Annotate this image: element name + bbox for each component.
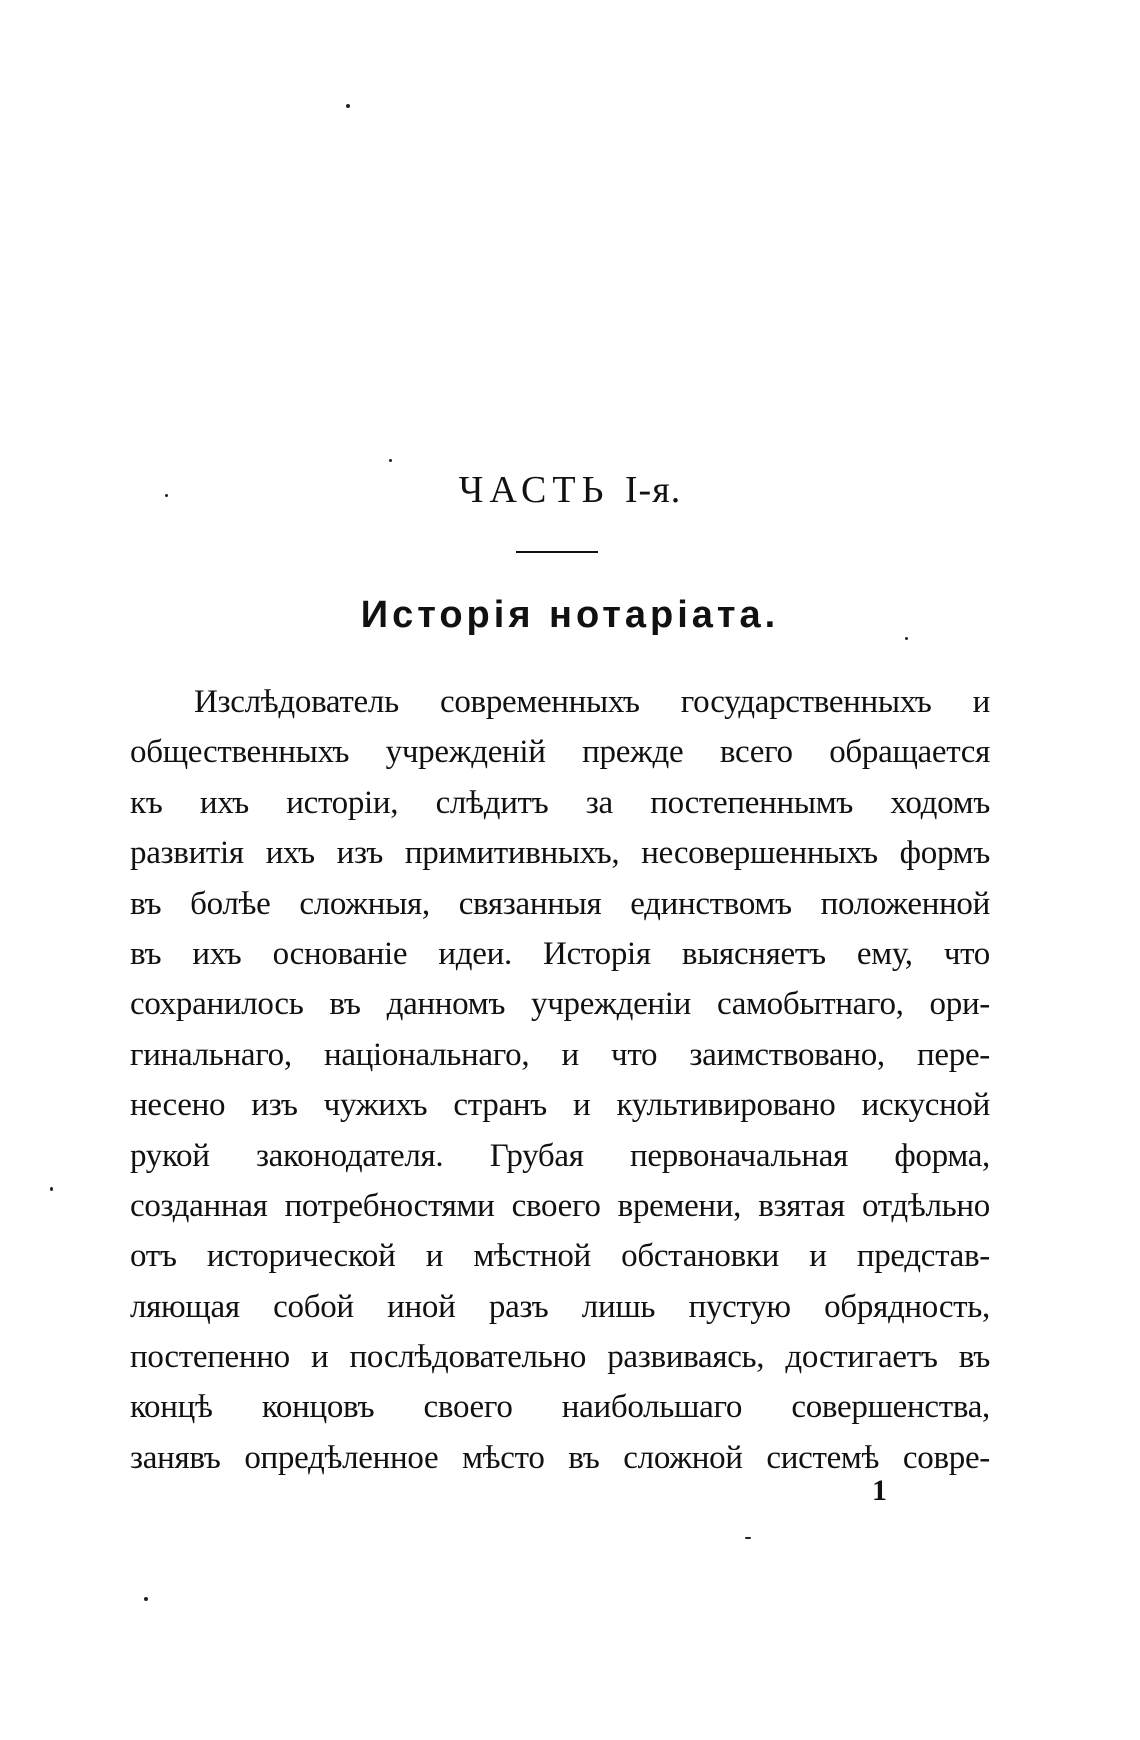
scan-speck [346, 104, 350, 108]
text-line: занявъ опредѣленное мѣсто въ сложной системѣ совре- [130, 1439, 990, 1476]
body-paragraph [130, 677, 990, 1483]
text-line: общественныхъ учрежденій прежде всего обращается [130, 734, 990, 771]
section-title: Исторія нотаріата. [360, 594, 780, 636]
heading-divider [516, 551, 598, 553]
text-line: сохранилось въ данномъ учрежденіи самобытнаго, ори- [130, 986, 990, 1023]
text-line: въ ихъ основаніе идеи. Исторія выясняетъ ему, что [130, 935, 990, 972]
scan-speck [905, 637, 908, 640]
text-line: къ ихъ исторіи, слѣдитъ за постепеннымъ ходомъ [130, 784, 990, 821]
text-line: постепенно и послѣдовательно развиваясь, достигаетъ въ [130, 1339, 990, 1376]
text-line: несено изъ чужихъ странъ и культивировано искусной [130, 1087, 990, 1124]
text-line: рукой законодателя. Грубая первоначальная форма, [130, 1137, 990, 1174]
text-line: Изслѣдователь современныхъ государственныхъ и [194, 684, 990, 720]
scan-speck [144, 1597, 148, 1601]
text-line: развитія ихъ изъ примитивныхъ, несовершенныхъ формъ [130, 835, 990, 872]
page-number: 1 [872, 1474, 887, 1507]
part-label: ЧАСТЬ [458, 469, 610, 511]
scan-speck [745, 1537, 751, 1539]
text-line: концѣ концовъ своего наибольшаго совершенства, [130, 1389, 990, 1426]
part-number: I-я. [624, 469, 682, 511]
text-line: гинальнаго, національнаго, и что заимствовано, пере- [130, 1036, 990, 1073]
text-line: ляющая собой иной разъ лишь пустую обрядность, [130, 1288, 990, 1325]
text-line: созданная потребностями своего времени, взятая отдѣльно [130, 1187, 990, 1224]
scan-speck [165, 494, 168, 497]
scan-speck [389, 459, 392, 462]
scan-speck [50, 1187, 53, 1191]
part-heading [0, 468, 1140, 512]
text-line: въ болѣе сложныя, связанныя единствомъ положенной [130, 885, 990, 922]
text-line: отъ исторической и мѣстной обстановки и представ- [130, 1238, 990, 1275]
